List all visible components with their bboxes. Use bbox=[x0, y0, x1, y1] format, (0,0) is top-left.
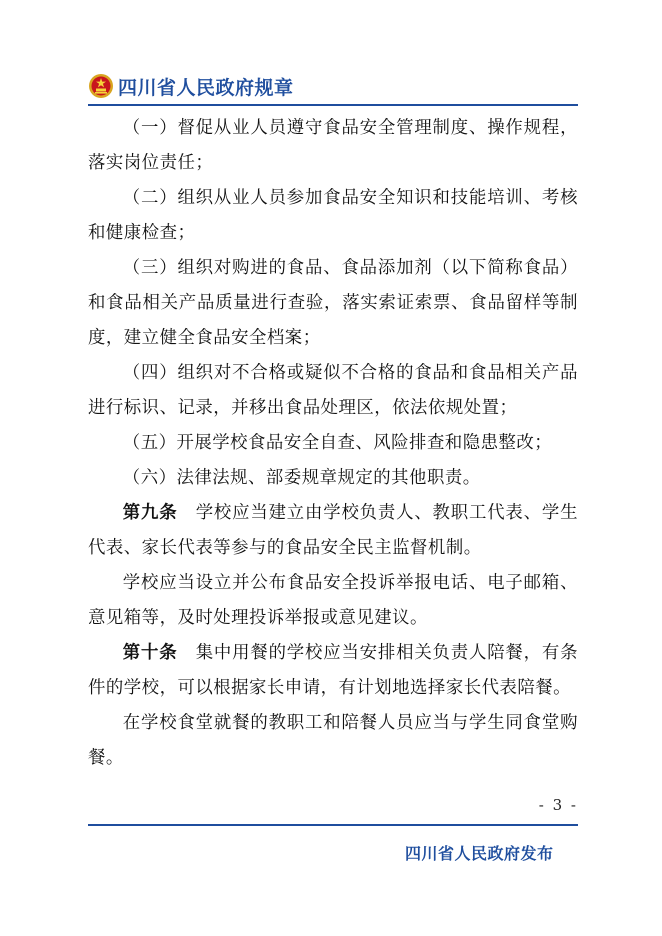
paragraph bbox=[88, 566, 578, 636]
page-number: - 3 - bbox=[538, 796, 578, 814]
page-header bbox=[88, 72, 294, 100]
paragraph-text: （六）法律法规、部委规章规定的其他职责。 bbox=[122, 468, 481, 488]
paragraph-text: 学校应当建立由学校负责人、教职工代表、学生代表、家长代表等参与的食品安全民主监督机制。 bbox=[88, 503, 578, 558]
paragraph bbox=[88, 461, 578, 496]
article-number: 第十条 bbox=[122, 643, 178, 663]
paragraph bbox=[88, 636, 578, 706]
paragraph-text: 集中用餐的学校应当安排相关负责人陪餐，有条件的学校，可以根据家长申请，有计划地选择家长代表陪餐。 bbox=[88, 643, 578, 698]
paragraph bbox=[88, 496, 578, 566]
paragraph-text: （二）组织从业人员参加食品安全知识和技能培训、考核和健康检查； bbox=[88, 188, 578, 243]
document-body bbox=[88, 111, 578, 776]
paragraph bbox=[88, 706, 578, 776]
paragraph-text: （五）开展学校食品安全自查、风险排查和隐患整改； bbox=[122, 433, 553, 453]
footer-rule bbox=[88, 824, 578, 826]
paragraph bbox=[88, 111, 578, 181]
paragraph-text: 学校应当设立并公布食品安全投诉举报电话、电子邮箱、意见箱等，及时处理投诉举报或意见建议。 bbox=[88, 573, 578, 628]
paragraph-text: （四）组织对不合格或疑似不合格的食品和食品相关产品进行标识、记录，并移出食品处理区，依法依规处置； bbox=[88, 363, 578, 418]
paragraph bbox=[88, 251, 578, 356]
paragraph bbox=[88, 426, 578, 461]
paragraph-text: （一）督促从业人员遵守食品安全管理制度、操作规程，落实岗位责任； bbox=[88, 118, 578, 173]
paragraph bbox=[88, 181, 578, 251]
national-emblem-icon bbox=[88, 73, 114, 99]
paragraph bbox=[88, 356, 578, 426]
paragraph-text: （三）组织对购进的食品、食品添加剂（以下简称食品）和食品相关产品质量进行查验，落实索证索票、食品留样等制度，建立健全食品安全档案； bbox=[88, 258, 578, 348]
header-title: 四川省人民政府规章 bbox=[118, 76, 294, 99]
paragraph-text: 在学校食堂就餐的教职工和陪餐人员应当与学生同食堂购餐。 bbox=[88, 713, 578, 768]
header-rule bbox=[88, 104, 578, 106]
footer-publisher: 四川省人民政府发布 bbox=[405, 844, 554, 863]
article-number: 第九条 bbox=[122, 503, 178, 523]
